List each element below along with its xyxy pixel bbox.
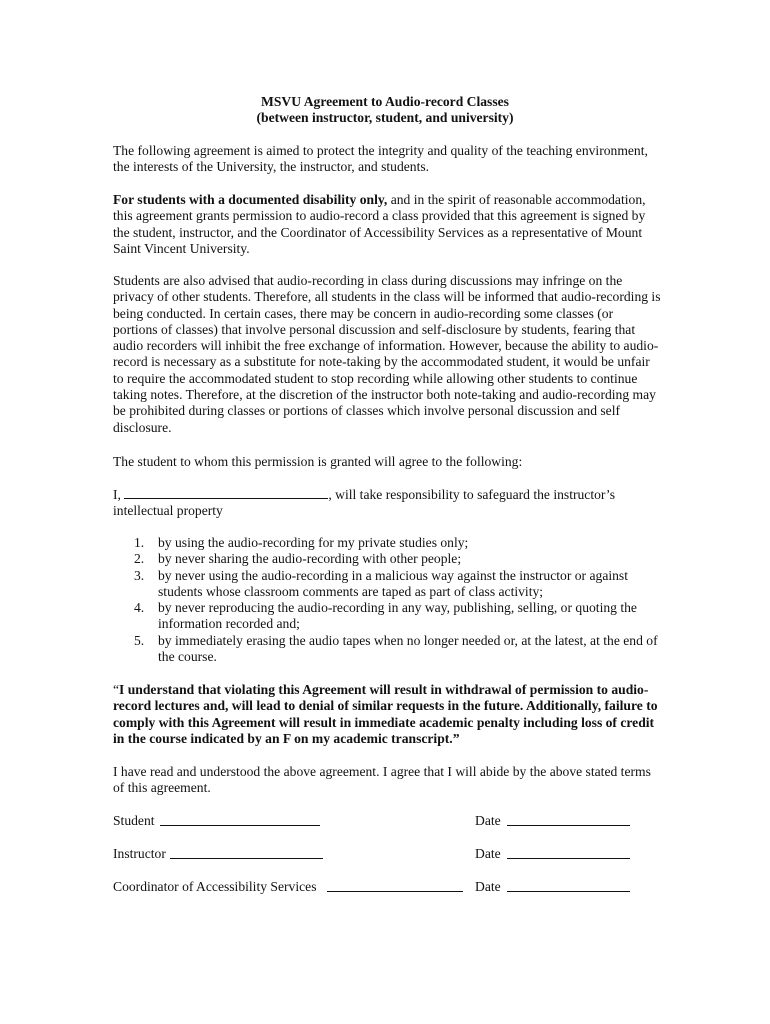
responsibility-suffix: , will take responsibility to safeguard the instructor’s intellectual property (113, 487, 615, 519)
date-label: Date (475, 879, 501, 894)
list-item: 5. by immediately erasing the audio tapes when no longer needed or, at the latest, at the end of the course. (134, 632, 658, 665)
student-name-field[interactable] (124, 486, 328, 499)
title-line-2: (between instructor, student, and university) (256, 110, 514, 126)
responsibility-statement (113, 486, 661, 520)
eligibility-text: and in the spirit of reasonable accommodation, this agreement grants permission to audio-record a class provided that this agreement is signed by the student, instructor, and the Coordinator of Accessibility Services as a representative of Mount Saint Vincent University. (113, 192, 646, 256)
student-label: Student (113, 813, 155, 828)
instructor-label: Instructor (113, 846, 166, 861)
responsibility-prefix: I, (113, 487, 125, 502)
coordinator-date-field[interactable] (507, 891, 630, 892)
eligibility-bold: For students with a documented disability only, (113, 192, 388, 207)
list-item: 4. by never reproducing the audio-recording in any way, publishing, selling, or quoting the information recorded and; (134, 600, 637, 632)
instructor-signature-row (113, 846, 661, 863)
coordinator-signature-row (113, 879, 661, 896)
date-label: Date (475, 846, 501, 861)
student-signature-row (113, 813, 661, 830)
list-item: 2. by never sharing the audio-recording with other people; (134, 551, 462, 567)
quote-open: “ (113, 682, 120, 697)
penalty-statement (113, 682, 661, 747)
eligibility-paragraph (113, 192, 661, 257)
instructor-date-field[interactable] (507, 858, 630, 859)
coordinator-signature-field[interactable] (327, 891, 463, 892)
document-title (0, 94, 770, 127)
list-item: 3. by never using the audio-recording in a malicious way against the instructor or against students whose classroom comments are taped as part of class activity; (134, 567, 628, 599)
agreement-items (113, 535, 661, 665)
list-item: 1. by using the audio-recording for my private studies only; (134, 535, 469, 550)
date-label: Date (475, 813, 501, 828)
student-signature-field[interactable] (160, 825, 320, 826)
intro-paragraph: The following agreement is aimed to protect the integrity and quality of the teaching environment, the interests of the University, the instructor, and students. (113, 143, 648, 175)
title-line-1: MSVU Agreement to Audio-record Classes (261, 94, 509, 109)
acknowledgement-paragraph: I have read and understood the above agreement. I agree that I will abide by the above stated terms of this agreement. (113, 764, 651, 796)
student-date-field[interactable] (507, 825, 630, 826)
coordinator-label: Coordinator of Accessibility Services (113, 879, 317, 894)
instructor-signature-field[interactable] (170, 858, 323, 859)
penalty-text: I understand that violating this Agreement will result in withdrawal of permission to audio-record lectures and, will lead to denial of similar requests in the future. Additionally, failure to comply with this Agreement will result in immediate academic penalty including loss of credit in the course indicated by an F on my academic transcript.” (113, 682, 658, 746)
privacy-paragraph: Students are also advised that audio-recording in class during discussions may infringe on the privacy of other students. Therefore, all students in the class will be informed that audio-recording is being conducted. In certain cases, there may be concern in audio-recording some classes (or portions of classes) that involve personal discussion and self-disclosure by students, fearing that audio recorders will inhibit the free exchange of information. However, because the ability to audio-record is necessary as a substitute for note-taking by the accommodated student, it would be unfair to require the accommodated student to stop recording while allowing other students to continue taking notes. Therefore, at the discretion of the instructor both note-taking and audio-recording may be prohibited during classes or portions of classes which involve personal discussion and self disclosure. (113, 273, 661, 435)
agreement-intro: The student to whom this permission is granted will agree to the following: (113, 454, 523, 469)
